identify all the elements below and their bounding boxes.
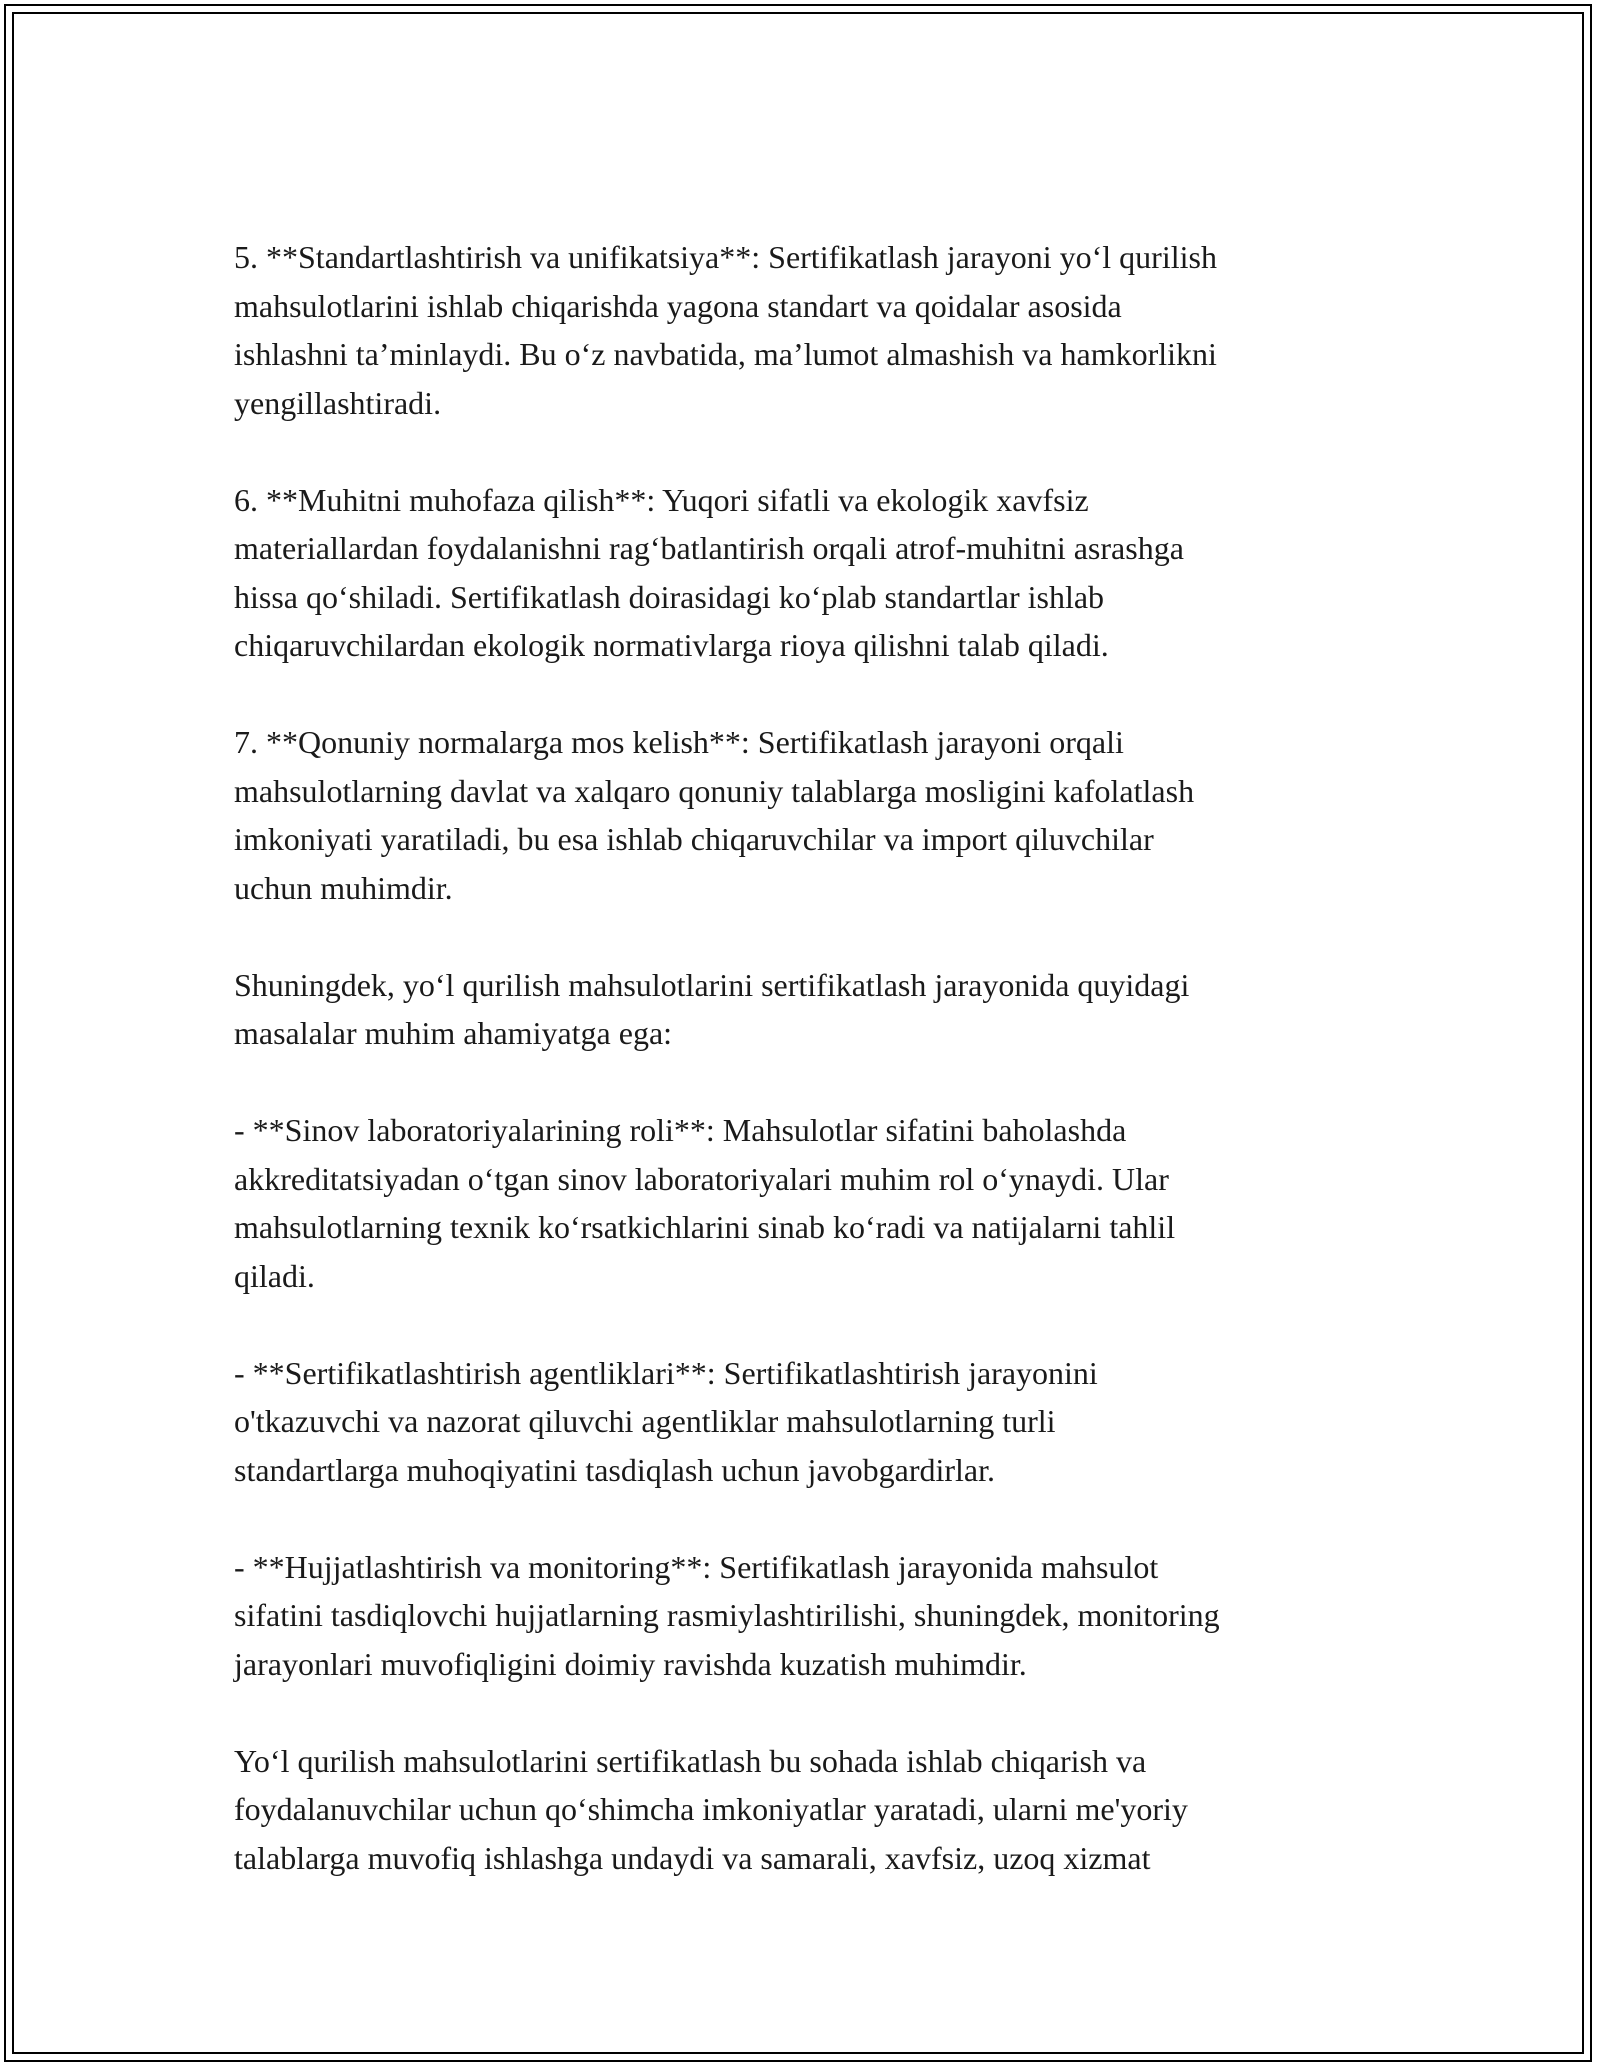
paragraph-additional-issues-intro: Shuningdek, yo‘l qurilish mahsulotlarini sertifikatlash jarayonida quyidagi masalalar muhim ahamiyatga ega:: [234, 966, 1190, 1051]
paragraph-certification-agencies: - **Sertifikatlashtirish agentliklari**: Sertifikatlashtirish jarayonini o'tkazuvchi va nazorat qiluvchi agentliklar mahsulotlarning turli standartlarga muhoqiyatini tasdiqlash uchun javobgardirlar.: [234, 1354, 1098, 1488]
document-body: [234, 233, 1374, 1882]
paragraph-conclusion: Yo‘l qurilish mahsulotlarini sertifikatlash bu sohada ishlab chiqarish va foydalanuvchilar uchun qo‘shimcha imkoniyatlar yaratadi, ularni me'yoriy talablarga muvofiq ishlashga undaydi va samarali, xavfsiz, uzoq xizmat: [234, 1742, 1188, 1876]
paragraph-standardization: 5. **Standartlashtirish va unifikatsiya**: Sertifikatlash jarayoni yo‘l qurilish mahsulotlarini ishlab chiqarishda yagona standart va qoidalar asosida ishlashni ta’minlaydi. Bu o‘z navbatida, ma’lumot almashish va hamkorlikni yengillashtiradi.: [234, 239, 1217, 421]
paragraph-environment-protection: 6. **Muhitni muhofaza qilish**: Yuqori sifatli va ekologik xavfsiz materiallardan foydalanishni rag‘batlantirish orqali atrof-muhitni asrashga hissa qo‘shiladi. Sertifikatlash doirasidagi ko‘plab standartlar ishlab chiqaruvchilardan ekologik normativlarga rioya qilishni talab qiladi.: [234, 481, 1184, 663]
paragraph-testing-laboratories: - **Sinov laboratoriyalarining roli**: Mahsulotlar sifatini baholashda akkreditatsiyadan o‘tgan sinov laboratoriyalari muhim rol o‘ynaydi. Ular mahsulotlarning texnik ko‘rsatkichlarini sinab ko‘radi va natijalarni tahlil qiladi.: [234, 1112, 1176, 1294]
paragraph-legal-compliance: 7. **Qonuniy normalarga mos kelish**: Sertifikatlash jarayoni orqali mahsulotlarning davlat va xalqaro qonuniy talablarga mosligini kafolatlash imkoniyati yaratiladi, bu esa ishlab chiqaruvchilar va import qiluvchilar uchun muhimdir.: [234, 724, 1195, 906]
paragraph-documentation-monitoring: - **Hujjatlashtirish va monitoring**: Sertifikatlash jarayonida mahsulot sifatini tasdiqlovchi hujjatlarning rasmiylashtirilishi, shuningdek, monitoring jarayonlari muvofiqligini doimiy ravishda kuzatish muhimdir.: [234, 1548, 1220, 1682]
